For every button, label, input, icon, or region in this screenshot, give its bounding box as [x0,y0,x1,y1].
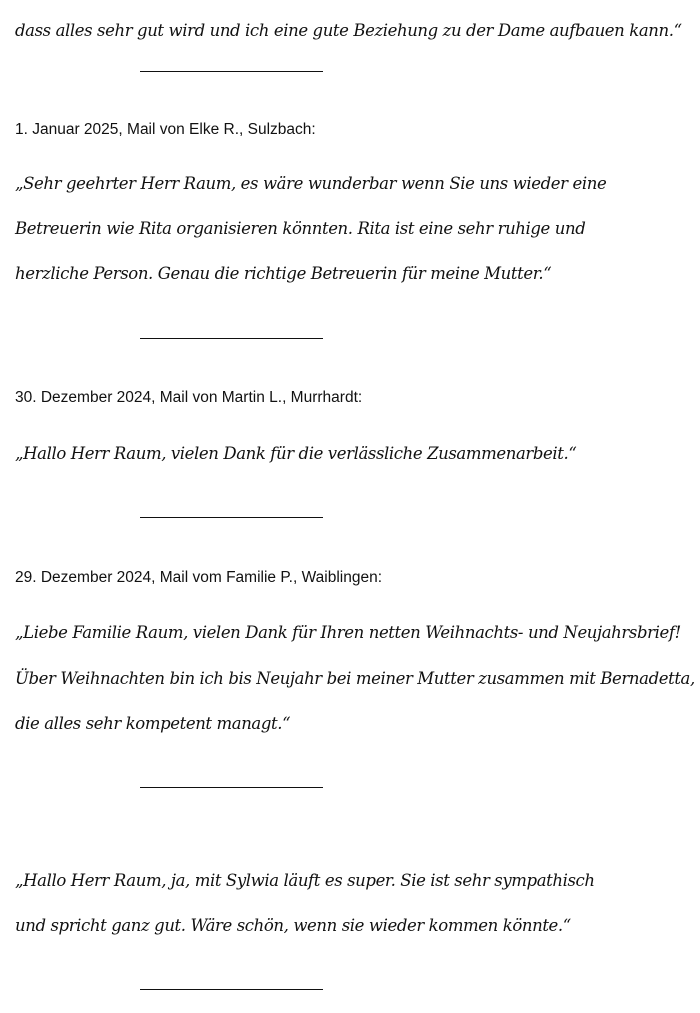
testimonial-header: 1. Januar 2025, Mail von Elke R., Sulzbach: [15,121,316,138]
separator-line [140,517,323,518]
testimonial-quote-line: Betreuerin wie Rita organisieren könnten. Rita ist eine sehr ruhige und [15,219,586,238]
testimonial-quote-line: Über Weihnachten bin ich bis Neujahr bei meiner Mutter zusammen mit Bernadetta, [15,669,695,688]
separator-line [140,338,323,339]
testimonial-quote-line: „Hallo Herr Raum, vielen Dank für die verlässliche Zusammenarbeit.“ [15,444,577,463]
testimonial-quote-line: „Liebe Familie Raum, vielen Dank für Ihren netten Weihnachts- und Neujahrsbrief! [15,623,681,642]
separator-line [140,989,323,990]
testimonial-header: 29. Dezember 2024, Mail vom Familie P., Waiblingen: [15,569,382,586]
testimonial-quote-line: „Sehr geehrter Herr Raum, es wäre wunderbar wenn Sie uns wieder eine [15,174,607,193]
testimonial-header: 30. Dezember 2024, Mail von Martin L., Murrhardt: [15,389,363,406]
testimonial-quote-line: dass alles sehr gut wird und ich eine gute Beziehung zu der Dame aufbauen kann.“ [15,21,682,40]
testimonial-quote-line: und spricht ganz gut. Wäre schön, wenn sie wieder kommen könnte.“ [15,916,571,935]
testimonial-quote-line: „Hallo Herr Raum, ja, mit Sylwia läuft es super. Sie ist sehr sympathisch [15,871,595,890]
separator-line [140,787,323,788]
testimonial-quote-line: herzliche Person. Genau die richtige Betreuerin für meine Mutter.“ [15,264,552,283]
separator-line [140,71,323,72]
testimonial-quote-line: die alles sehr kompetent managt.“ [15,714,291,733]
